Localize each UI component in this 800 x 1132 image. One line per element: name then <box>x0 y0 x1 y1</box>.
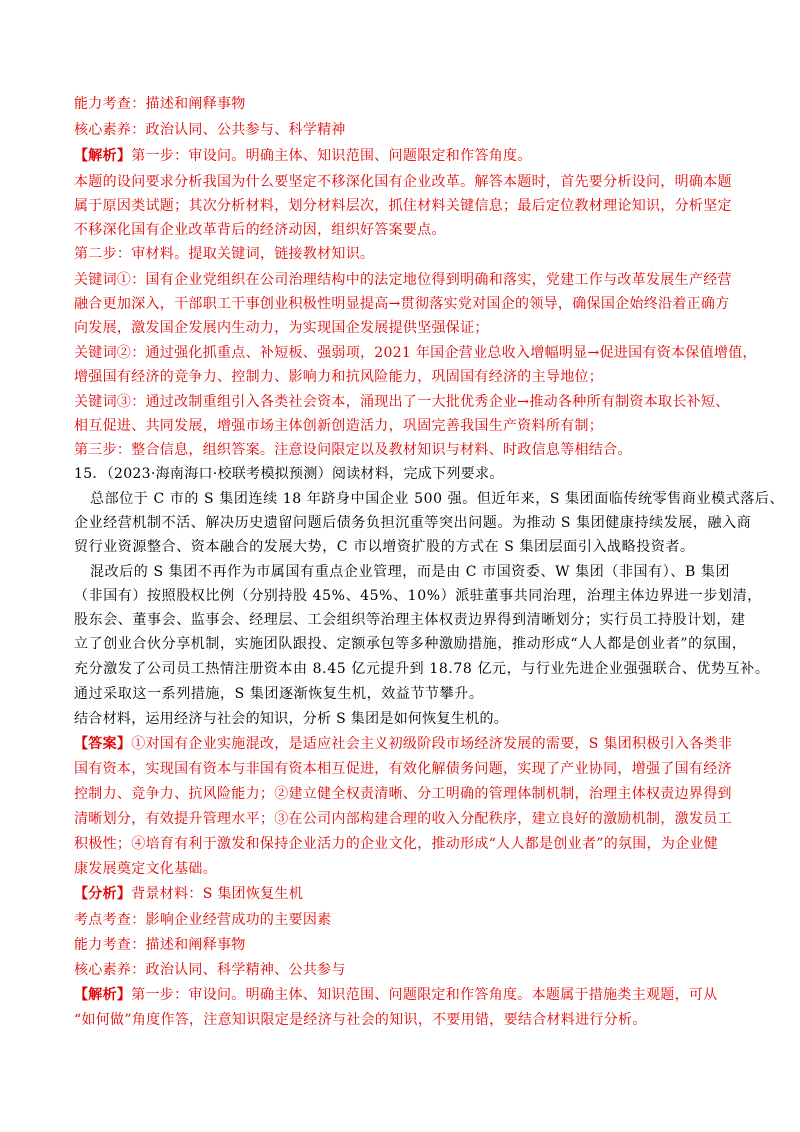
material-paragraph-line: 贸行业资源整合、资本融合的发展大势，C 市以增资扩股的方式在 S 集团层面引入战略投资者。 <box>74 539 695 555</box>
analysis-step1: 【解析】第一步：审设问。明确主体、知识范围、问题限定和作答角度。 <box>74 148 532 164</box>
core-literacy-line: 核心素养：政治认同、公共参与、科学精神 <box>74 122 346 138</box>
material-paragraph-line: 总部位于 C 市的 S 集团连续 18 年跻身中国企业 500 强。但近年来，S 集团面临传统零售商业模式落后、 <box>90 491 785 507</box>
answer-line: 控制力、竞争力、抗风险能力；②建立健全权责清晰、分工明确的管理体制机制，治理主体权责边界得到 <box>74 786 732 802</box>
analysis-body-line: 属于原因类试题；其次分析材料，划分材料层次，抓住材料关键信息；最后定位教材理论知识，分析坚定 <box>74 198 732 214</box>
analysis2-tag: 【分析】 <box>74 886 132 902</box>
ability-line: 能力考查：描述和阐释事物 <box>74 96 246 112</box>
ability-line-2: 能力考查：描述和阐释事物 <box>74 937 246 953</box>
material-paragraph-line: 立了创业合伙分享机制，实施团队跟投、定额承包等多种激励措施，推动形成“人人都是创业者”的氛围， <box>74 636 747 652</box>
answer-line: 国有资本，实现国有资本与非国有资本相互促进，有效化解债务问题，实现了产业协同，增强了国有经济 <box>74 761 732 777</box>
analysis-tag: 【解析】 <box>74 148 132 164</box>
keyword-1-line: 关键词①：国有企业党组织在公司治理结构中的法定地位得到明确和落实，党建工作与改革发展生产经营 <box>74 272 732 288</box>
analysis2-step1-cont: “如何做”角度作答，注意知识限定是经济与社会的知识，不要用错，要结合材料进行分析。 <box>74 1012 647 1028</box>
keyword-1-line: 融合更加深入，干部职工干事创业积极性明显提高→贯彻落实党对国企的领导，确保国企始终沿着正确方 <box>74 296 730 312</box>
core-literacy-line-2: 核心素养：政治认同、科学精神、公共参与 <box>74 962 346 978</box>
answer-tag: 【答案】 <box>74 736 132 752</box>
material-paragraph-line: 混改后的 S 集团不再作为市属国有重点企业管理，而是由 C 市国资委、W 集团（非国有）、B 集团 <box>90 564 731 580</box>
keyword-3-line: 关键词③：通过改制重组引入各类社会资本，涌现出了一大批优秀企业→推动各种所有制资本取长补短、 <box>74 394 730 410</box>
keyword-2-line: 关键词②：通过强化抓重点、补短板、强弱项，2021 年国企营业总收入增幅明显→促进国有资本保值增值， <box>74 345 757 361</box>
analysis2-background: 【分析】背景材料：S 集团恢复生机 <box>74 886 304 902</box>
analysis2-jx-tag: 【解析】 <box>74 987 132 1003</box>
question-prompt: 结合材料，运用经济与社会的知识，分析 S 集团是如何恢复生机的。 <box>74 711 509 727</box>
material-paragraph-line: 充分激发了公司员工热情注册资本由 8.45 亿元提升到 18.78 亿元，与行业先进企业强强联合、优势互补。 <box>74 661 770 677</box>
exam-point-line: 考点考查：影响企业经营成功的主要因素 <box>74 912 332 928</box>
analysis-body-line: 本题的设问要求分析我国为什么要坚定不移深化国有企业改革。解答本题时，首先要分析设问，明确本题 <box>74 174 732 190</box>
question-15-header: 15．（2023·海南海口·校联考模拟预测）阅读材料，完成下列要求。 <box>74 466 504 482</box>
material-paragraph-line: （非国有）按照股权比例（分别持股 45%、45%、10%）派驻董事共同治理，治理主体边界进一步划清， <box>74 588 762 604</box>
analysis2-step1: 【解析】第一步：审设问。明确主体、知识范围、问题限定和作答角度。本题属于措施类主观题，可从 <box>74 987 718 1003</box>
material-paragraph-line: 通过采取这一系列措施，S 集团逐渐恢复生机，效益节节攀升。 <box>74 686 484 702</box>
keyword-3-line: 相互促进、共同发展，增强市场主体创新创造活力，巩固完善我国生产资料所有制； <box>74 418 604 434</box>
material-paragraph-line: 企业经营机制不活、解决历史遗留问题后债务负担沉重等突出问题。为推动 S 集团健康持续发展，融入商 <box>74 515 752 531</box>
material-paragraph-line: 股东会、董事会、监事会、经理层、工会组织等治理主体权责边界得到清晰划分；实行员工持股计划，建 <box>74 612 746 628</box>
analysis-step3: 第三步：整合信息，组织答案。注意设问限定以及教材知识与材料、时政信息等相结合。 <box>74 442 632 458</box>
answer-line: 康发展奠定文化基础。 <box>74 861 217 877</box>
answer-line: 清晰划分，有效提升管理水平；③在公司内部构建合理的收入分配秩序，建立良好的激励机制，激发员工 <box>74 811 732 827</box>
keyword-1-line: 向发展，激发国企发展内生动力，为实现国企发展提供坚强保证； <box>74 320 489 336</box>
keyword-2-line: 增强国有经济的竞争力、控制力、影响力和抗风险能力，巩固国有经济的主导地位； <box>74 369 604 385</box>
analysis-body-line: 不移深化国有企业改革背后的经济动因，组织好答案要点。 <box>74 222 446 238</box>
analysis-step2: 第二步：审材料。提取关键词，链接教材知识。 <box>74 246 375 262</box>
answer-line: 积极性；④培育有利于激发和保持企业活力的企业文化，推动形成“人人都是创业者”的氛围，为企业健 <box>74 836 719 852</box>
answer-line: 【答案】①对国有企业实施混改，是适应社会主义初级阶段市场经济发展的需要，S 集团积极引入各类非 <box>74 736 733 752</box>
